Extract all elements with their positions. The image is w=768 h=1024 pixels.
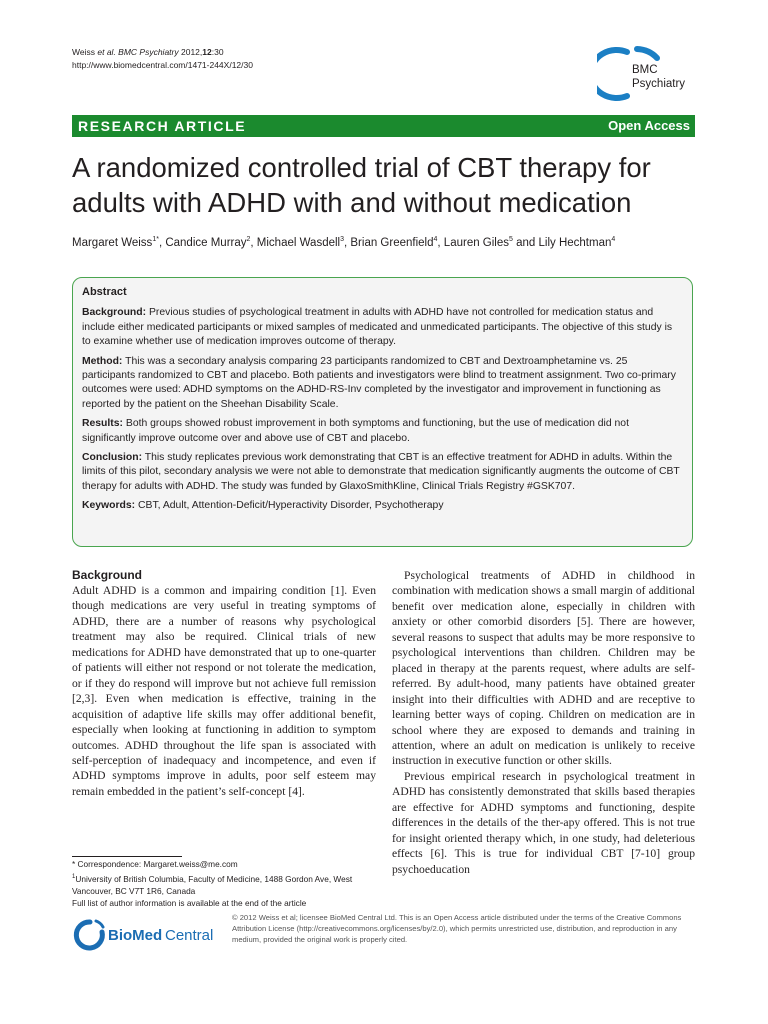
footnote-divider [72, 856, 182, 857]
footnotes [72, 858, 377, 910]
author[interactable]: Margaret Weiss$^{1*}$ [72, 236, 159, 249]
author[interactable]: Michael Wasdell$^3$ [256, 236, 344, 249]
body-paragraph: Psychological treatments of ADHD in childhood in combination with medication shows a small margin of additional benefit over medication alone, especially in children with anxiety or other comorbid disorders [5]. There are however, several reasons to suspect that adults may be more responsive to psychological interventions than children. Children may be placed in therapy at the parents request, where adults are self-referred. By adult-hood, many patients have obtained greater insight into their difficulties with ADHD and are receptive to learning better ways of coping. Children on medication are in school where they are exposed to demands and training in attention, where an adult on medication is unlikely to receive instruction in executive function or other skills. [392, 569, 695, 768]
author[interactable]: Lily Hechtman$^4$ [538, 236, 616, 249]
body-paragraph: Adult ADHD is a common and impairing condition [1]. Even though medications are very useful in treating symptoms of ADHD, there are a number of reasons why psychological treatment may also be required. Clinical trials of new medications for ADHD have demonstrated that up to one-quarter of patients will either not respond or not tolerate the medication, or if they do respond will improve but not achieve full remission [2,3]. Even when medication is effective, training in the acquisition of adaptive life skills may offer additional benefit, especially when looking at functioning in addition to symptom outcomes. ADHD throughout the life span is associated with self-perception of inadequacy and incompetence, and even if ADHD symptoms improve in adults, poor self esteem may remain embedded in the patient’s self-concept [4]. [72, 584, 376, 798]
journal-logo-text [632, 63, 685, 91]
body-column-left [72, 568, 376, 799]
citation-page: :30 [211, 47, 224, 57]
author-list: Margaret Weiss$^{1*}$, Candice Murray$^2$, Michael Wasdell$^3$, Brian Greenfield$^4$, Lauren Giles$^5$ and Lily Hechtman$^4$ [72, 236, 616, 249]
article-meta [72, 46, 253, 72]
article-title: A randomized controlled trial of CBT therapy for adults with ADHD with and without medication [72, 152, 651, 218]
author-info-note: Full list of author information is available at the end of the article [72, 898, 307, 909]
citation-volume: 12 [202, 47, 212, 57]
body-column-right [392, 568, 695, 877]
abstract-keywords: Keywords: CBT, Adult, Attention-Deficit/Hyperactivity Disorder, Psychotherapy [82, 500, 444, 512]
article-type-banner [72, 115, 695, 137]
abstract-results: Results: Both groups showed robust improvement in both symptoms and functioning, but the use of medication did not significantly improve outcome over and above use of CBT and placebo. [82, 418, 629, 444]
section-heading-background: Background [72, 568, 143, 582]
citation-author: Weiss [72, 47, 95, 57]
author[interactable]: Lauren Giles$^5$ [443, 236, 513, 249]
logo-line-journal: Psychiatry [632, 78, 686, 90]
abstract-background: Background: Previous studies of psychological treatment in adults with ADHD have not controlled for medication status and include either medicated participants or mixed samples of medicated and unmedicated participants. The objective of this study is to examine whether use of medication improves outcome of therapy. [82, 307, 673, 348]
correspondence-note: * Correspondence: Margaret.weiss@me.com [72, 859, 238, 869]
affiliation-note: $^1$University of British Columbia, Faculty of Medicine, 1488 Gordon Ave, West Vancouver, BC V7T 1R6, Canada [72, 873, 353, 896]
biomed-central-swirl-icon [72, 918, 222, 952]
abstract-method: Method: This was a secondary analysis comparing 23 participants randomized to CBT and Dextroamphetamine vs. 25 participants randomized to CBT and placebo. Both patients and investigators were blind to treatment assignment. Two co-primary outcomes were used: ADHD symptoms on the ADHD-RS-Inv completed by the investigator and improvement in functioning as reported by the patient on the Sheehan Disability Scale. [82, 355, 676, 410]
abstract-heading: Abstract [82, 286, 127, 298]
citation-line [72, 46, 253, 59]
logo-word-biomed: BioMed [108, 927, 163, 944]
open-access-label: Open Access [608, 118, 690, 133]
author[interactable]: Candice Murray$^2$ [165, 236, 251, 249]
logo-word-central: Central [165, 927, 214, 944]
body-paragraph: Previous empirical research in psychological treatment in ADHD has consistently demonstrated that skills based therapies are effective for ADHD symptoms and functioning, despite differences in the details of the ther-apy offered. This is not true for insight oriented therapy which, in one study, had deleterious effects [6]. This is true for individual CBT [7-10] group psychoeducation [392, 769, 695, 876]
abstract-box [72, 277, 693, 547]
logo-line-bmc: BMC [632, 64, 658, 76]
license-statement: © 2012 Weiss et al; licensee BioMed Central Ltd. This is an Open Access article distributed under the terms of the Creative Commons Attribution License (http://creativecommons.org/licenses/by/2.0), which permits unrestricted use, distribution, and reproduction in any medium, provided the original work is properly cited. [232, 913, 682, 944]
citation-year: 2012, [181, 47, 203, 57]
abstract-conclusion: Conclusion: This study replicates previous work demonstrating that CBT is an effective treatment for ADHD in adults. Within the limits of this pilot, secondary analysis we were not able to demonstrate that medication significantly augments the outcome of CBT therapy for adults with ADHD. The study was funded by GlaxoSmithKline, Clinical Trials Registry #GSK707. [82, 452, 680, 492]
author[interactable]: Brian Greenfield$^4$ [350, 236, 438, 249]
biomed-central-logo [72, 918, 222, 957]
article-type-label: RESEARCH ARTICLE [78, 118, 247, 134]
citation-journal: et al. BMC Psychiatry [97, 47, 179, 57]
article-url[interactable]: http://www.biomedcentral.com/1471-244X/12/30 [72, 60, 253, 70]
